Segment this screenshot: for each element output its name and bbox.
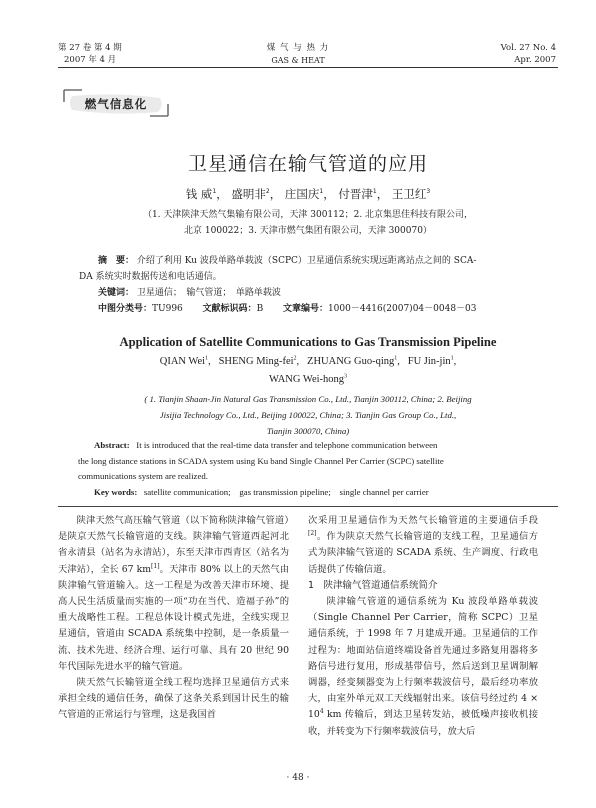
affiliation-cn-line: 北京 100022；3. 天津市燃气集团有限公司，天津 300070） <box>184 226 432 236</box>
header-volume-cn: 第 27 卷 第 4 期 <box>58 43 122 53</box>
header-rule <box>58 67 558 68</box>
author-cn: 付晋津$^1$ <box>338 187 377 201</box>
page-number: · 48 · <box>286 773 310 783</box>
body-right-column <box>308 513 538 740</box>
title-cn: 卫星通信在输气管道的应用 <box>187 153 428 175</box>
abstract-en-line: communications system are realized. <box>78 471 208 481</box>
affiliation-en-line: ( 1. Tianjin Shaan-Jin Natural Gas Transmission Co., Ltd., Tianjin 300112, China; 2. Beijing <box>144 394 472 404</box>
affiliation-en-line: Tianjin 300070, China) <box>266 426 350 436</box>
abstract-en-line: Abstract: It is introduced that the real-time data transfer and telephone communication between <box>94 440 438 450</box>
keywords-cn: 关键词： 卫星通信； 输气管道； 单路单载波 <box>98 288 281 298</box>
body-left-column <box>58 513 289 724</box>
authors-cn: 钱 威$^1$， 盛明非$^2$， 庄国庆$^1$， 付晋津$^1$， 王卫红$^3$ <box>185 187 431 201</box>
abstract-cn <box>80 253 538 317</box>
abstract-en <box>80 438 538 500</box>
authors-en-line: QIAN Wei$^1$, SHENG Ming-fei$^2$, ZHUANG Guo-qing$^1$, FU Jin-jin$^1$, <box>159 355 457 367</box>
affiliations-cn <box>58 207 558 239</box>
abstract-divider <box>58 506 558 507</box>
body-paragraph: 陕天然气长输管道全线工程均选择卫星通信方式来承担全线的通信任务，确保了这条关系到国计民生的输气管道的正常运行与管理，这是我国首 <box>58 677 289 721</box>
affiliation-en-line: Jisijia Technology Co., Ltd., Beijing 100022, China; 3. Tianjin Gas Group Co., Ltd., <box>159 410 457 420</box>
affiliations-en <box>58 391 558 439</box>
body-paragraph: 陕津输气管道的通信系统为 Ku 波段单路单载波（Single Channel Per Carrier，简称 SCPC）卫星通信系统，于 1998 年 7 月建成开通。卫星通信的工作过程为：地面站信道终端设备首先通过多路复用器将多路信号进行复用，形成基带信号，然后送到卫星调制解调器，经变频器变为上行频率载波信号，最后经功率放大，由室外单元双工天线辐射出来。该信号经过约 $4 \times 10^4$ km 传输后，到达卫星转发站，被低噪声接收机接收，并转变为下行频率载波信号，放大后 <box>308 596 538 737</box>
header-journal-cn: 煤 气 与 热 力 <box>266 43 330 53</box>
section-heading: 1 陕津输气管道通信系统简介 <box>308 579 438 591</box>
header-date-en: Apr. 2007 <box>514 55 556 65</box>
authors-en-line: WANG Wei-hong$^3$ <box>268 373 348 385</box>
author-cn: 盛明非$^2$ <box>231 187 270 201</box>
abstract-cn-label: 摘 要： <box>98 256 135 266</box>
author-cn: 庄国庆$^1$ <box>284 187 324 201</box>
section-tag-label: 燃气信息化 <box>84 97 148 111</box>
body-paragraph: 陕津天然气高压输气管道（以下简称陕津输气管道）是陕京天然气长输管道的支线。陕津输气管道西起河北省永清县（站名为永清站），东至天津市西青区（站名为天津站），全长 67 km[1]。天津市 80% 以上的天然气由陕津输气管道输入。这一工程是为改善天津市环境、提高人民生活质量而实施的一项“功在当代、造福子孙”的重大战略性工程。工程总体设计模式先进，全线实现卫星通信，管道由 SCADA 系统集中控制，是一条质量一流、技术先进、经济合理、运行可靠、具有 20 世纪 90 年代国际先进水平的输气管道。 <box>58 515 289 672</box>
abstract-cn-line: 摘 要： 介绍了利用 Ku 波段单路单载波（SCPC）卫星通信系统实现远距离站点之间的 SCA- <box>98 256 477 266</box>
author-cn: 钱 威$^1$ <box>185 187 217 201</box>
body-paragraph: 次采用卫星通信作为天然气长输管道的主要通信手段[2]。作为陕京天然气长输管道的支线工程，卫星通信方式为陕津输气管道的 SCADA 系统、生产调度、行政电话提供了传输信道。 <box>308 515 538 575</box>
author-cn: 王卫红$^3$ <box>391 187 431 201</box>
header-journal-en: GAS & HEAT <box>271 56 325 65</box>
authors-en <box>58 353 558 389</box>
header-date-cn: 2007 年 4 月 <box>64 55 117 65</box>
keywords-en: Key words: satellite communication; gas transmission pipeline; single channel per carrier <box>94 486 429 497</box>
header-volume-en: Vol. 27 No. 4 <box>500 43 556 53</box>
affiliation-cn-line: （1. 天津陕津天然气集输有限公司，天津 300112；2. 北京集思佳科技有限公司， <box>142 210 474 220</box>
title-en: Application of Satellite Communications to Gas Transmission Pipeline <box>119 335 497 349</box>
abstract-en-line: the long distance stations in SCADA system using Ku band Single Channel Per Carrier (SCPC) satellite <box>78 455 444 466</box>
section-tag <box>60 86 172 120</box>
abstract-cn-line: DA 系统实时数据传送和电话通信。 <box>79 272 222 282</box>
classification-cn: 中图分类号：TU996 文献标识码：B 文章编号：1000－4416(2007)04－0048－03 <box>98 304 477 314</box>
